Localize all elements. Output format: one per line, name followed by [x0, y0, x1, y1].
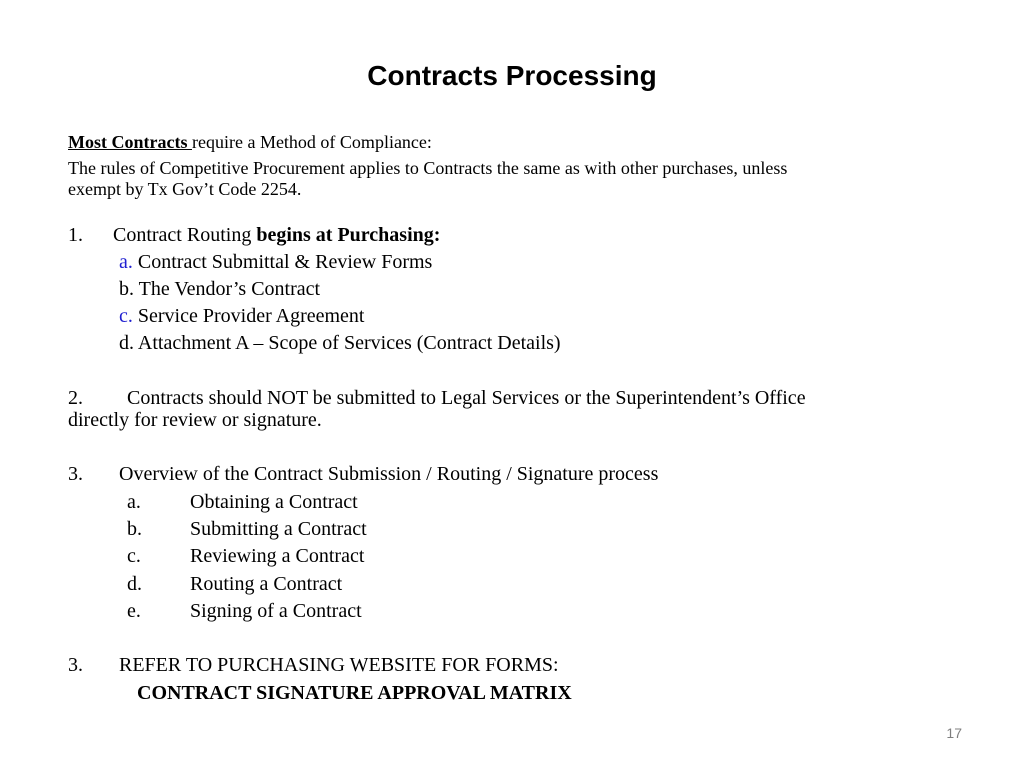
section1-item-letter: a.: [119, 251, 133, 273]
section1-text-bold: begins at Purchasing:: [256, 224, 441, 246]
section1-number: 1.: [68, 224, 83, 246]
section4-number: 3.: [68, 654, 83, 676]
section1-text: Contract Routing: [113, 224, 257, 246]
section1-item-letter: c.: [119, 305, 133, 327]
section3-item-text: Routing a Contract: [190, 573, 343, 595]
section1-item: [119, 332, 561, 355]
section3-item-text: Obtaining a Contract: [190, 491, 358, 513]
page-number: 17: [946, 725, 962, 741]
section3-item-letter: e.: [127, 600, 141, 622]
intro-lead: [68, 132, 432, 153]
section1-item-text: Attachment A – Scope of Services (Contract Details): [134, 332, 561, 354]
intro-lead-bold: Most Contracts: [68, 132, 192, 152]
section3-item-letter: a.: [127, 491, 141, 513]
approval-matrix-link[interactable]: CONTRACT SIGNATURE APPROVAL MATRIX: [137, 682, 572, 704]
section3-item-letter: d.: [127, 573, 142, 595]
section4-heading: REFER TO PURCHASING WEBSITE FOR FORMS:: [119, 654, 559, 676]
intro-lead-rest: require a Method of Compliance:: [191, 132, 432, 152]
section1-item-text: Service Provider Agreement: [132, 305, 365, 327]
intro-rules-line2: exempt by Tx Gov’t Code 2254.: [68, 179, 302, 199]
section1-item: [119, 278, 320, 301]
page-title: Contracts Processing: [367, 60, 657, 91]
section1-item-letter: b.: [119, 278, 134, 300]
section1-item: [119, 251, 432, 274]
section1-heading: [113, 224, 440, 247]
section3-heading: Overview of the Contract Submission / Routing / Signature process: [119, 463, 659, 485]
intro-rules-line1: The rules of Competitive Procurement applies to Contracts the same as with other purchases, unless: [68, 158, 788, 178]
section1-item: [119, 305, 364, 328]
section2-line1: Contracts should NOT be submitted to Legal Services or the Superintendent’s Office: [127, 387, 806, 409]
section3-item-letter: b.: [127, 518, 142, 540]
section3-item-text: Reviewing a Contract: [190, 545, 365, 567]
section1-item-text: The Vendor’s Contract: [134, 278, 321, 300]
section3-number: 3.: [68, 463, 83, 485]
section2-number: 2.: [68, 387, 83, 409]
section3-item-text: Signing of a Contract: [190, 600, 362, 622]
section3-item-text: Submitting a Contract: [190, 518, 367, 540]
section1-item-letter: d.: [119, 332, 134, 354]
section1-item-text: Contract Submittal & Review Forms: [132, 251, 433, 273]
section2-line2: directly for review or signature.: [68, 409, 322, 431]
section3-item-letter: c.: [127, 545, 141, 567]
